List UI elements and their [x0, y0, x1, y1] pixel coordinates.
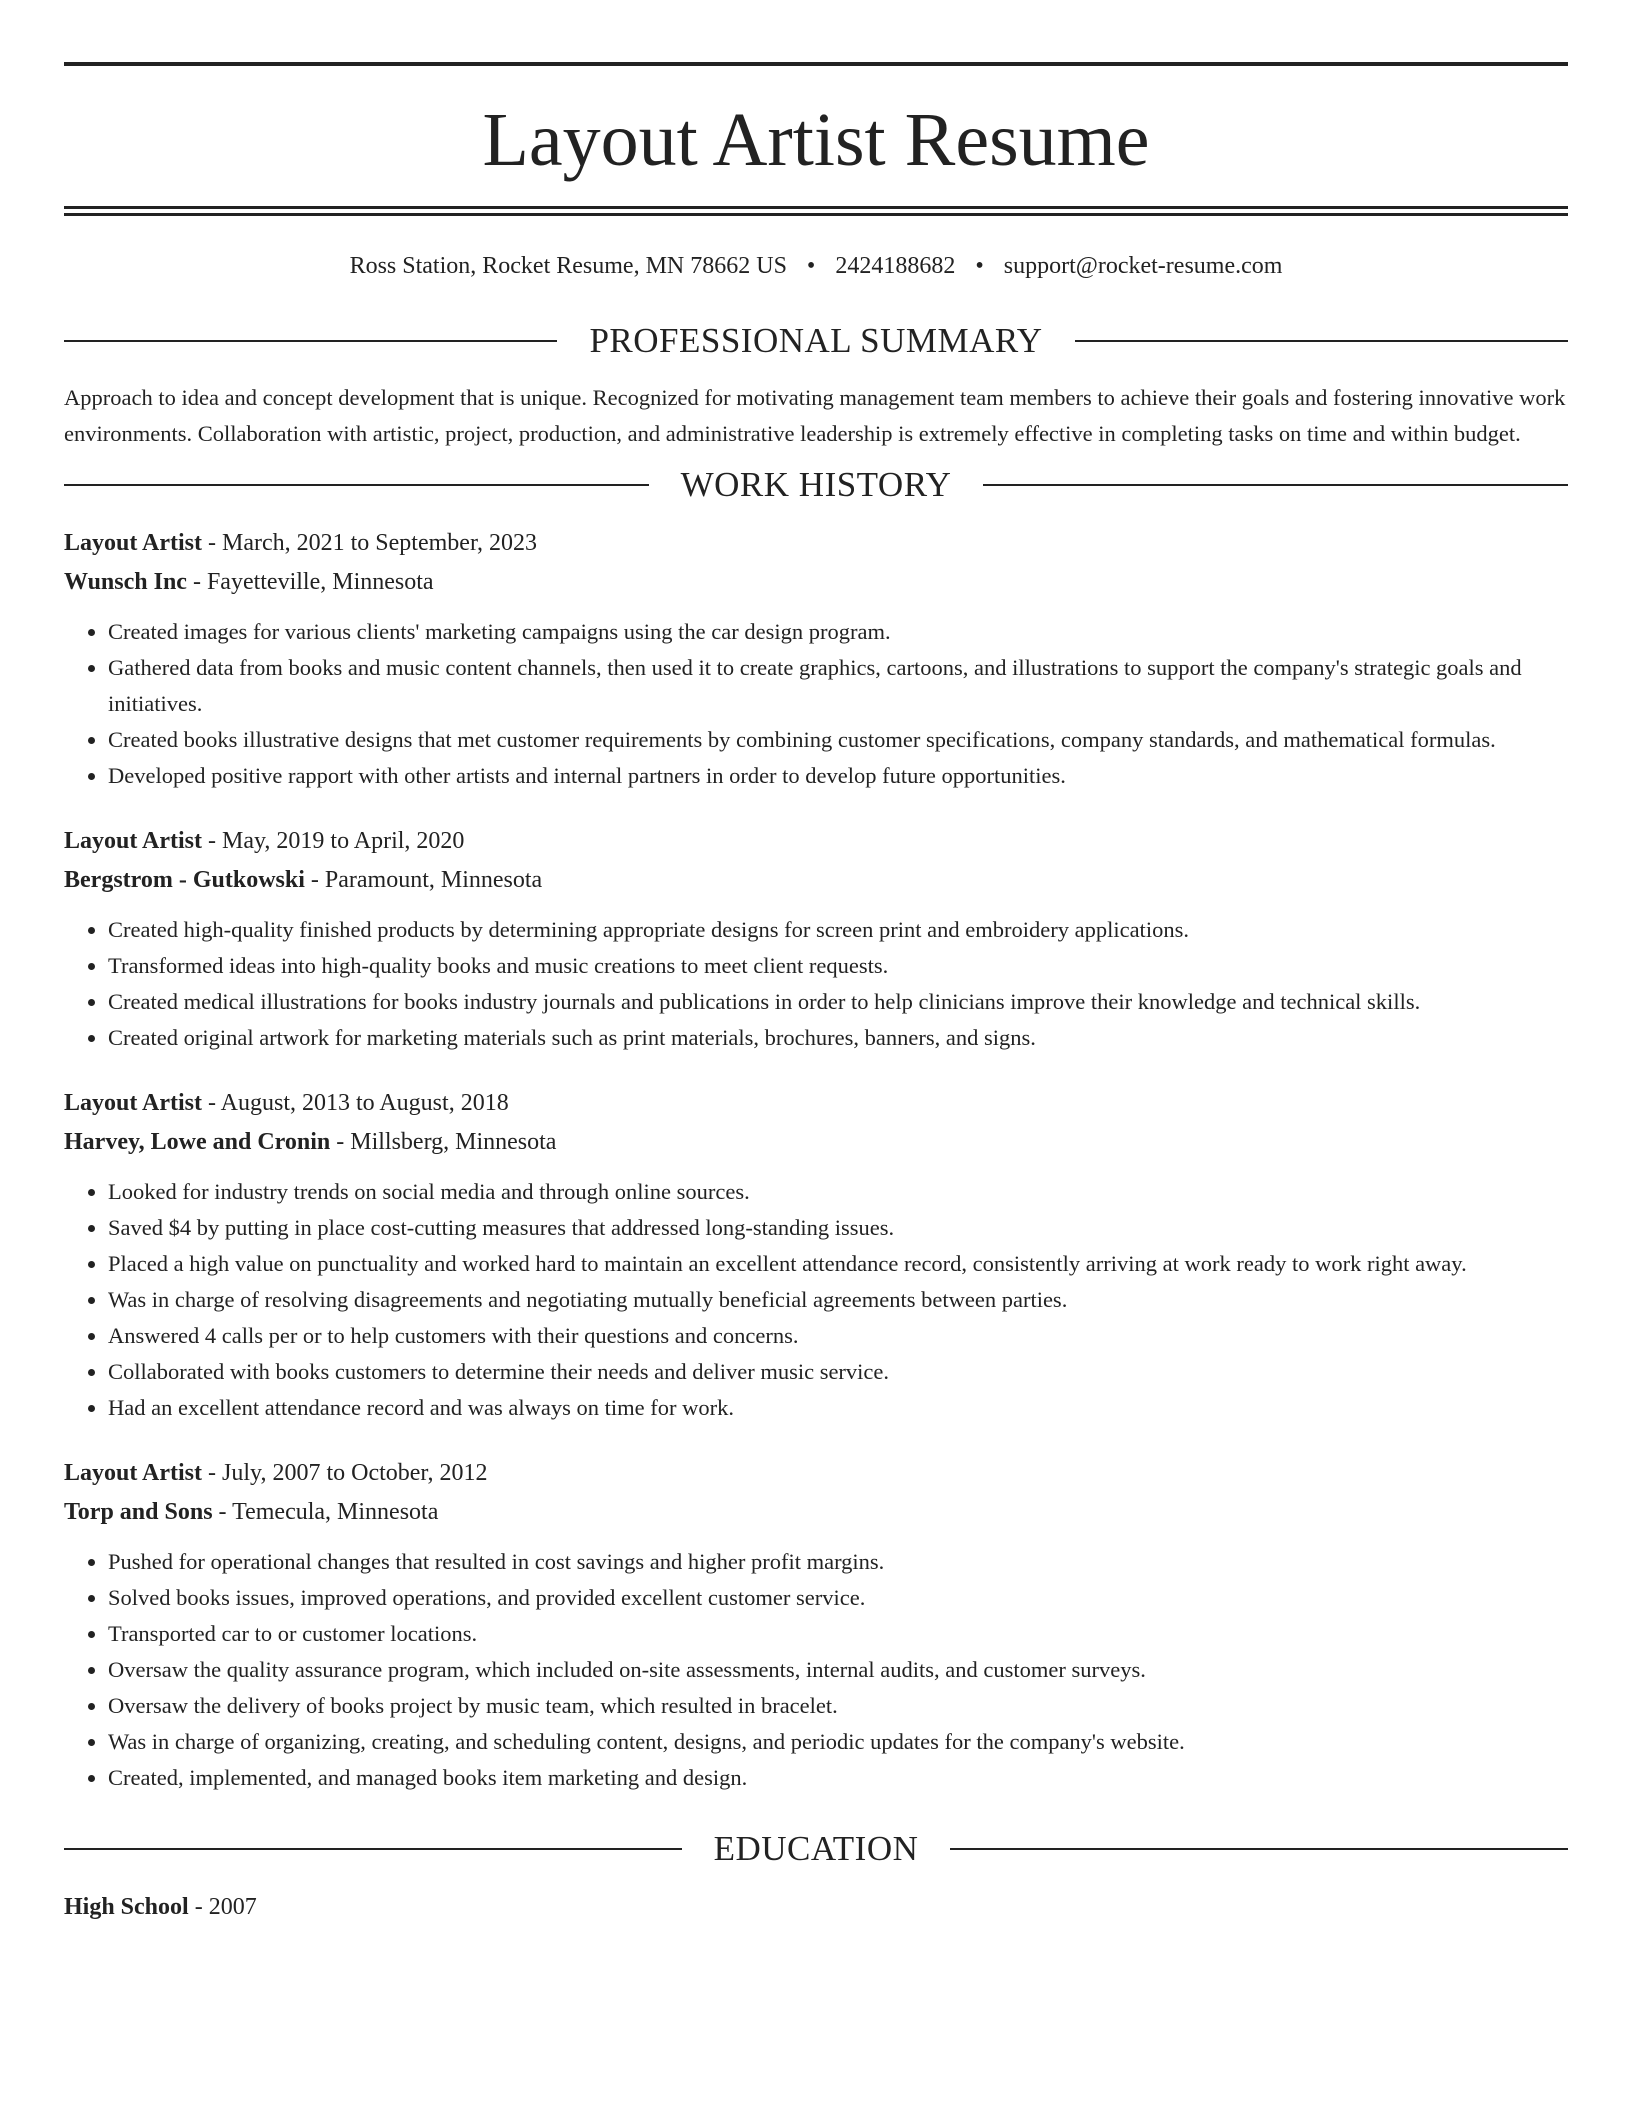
job-company-line — [64, 1493, 1568, 1532]
work-history-heading — [64, 460, 1568, 510]
job-bullet: • Looked for industry trends on social media and through online sources. — [108, 1174, 1568, 1210]
job-company: Wunsch Inc — [64, 569, 187, 595]
education-entry — [64, 1888, 1568, 1927]
job-entry — [64, 524, 1568, 794]
job-title-line — [64, 1084, 1568, 1123]
summary-text: Approach to idea and concept development that is unique. Recognized for motivating management team members to achieve their goals and fostering innovative work environments. Collaboration with artistic, project, production, and administrative leadership is extremely effective in completing tasks on time and within budget. — [64, 385, 1566, 446]
job-bullet: • Created high-quality finished products by determining appropriate designs for screen print and embroidery applications. — [108, 912, 1568, 948]
top-rule — [64, 62, 1568, 66]
job-title: Layout Artist — [64, 1090, 202, 1116]
job-company: Torp and Sons — [64, 1499, 213, 1525]
job-bullet: • Solved books issues, improved operations, and provided excellent customer service. — [108, 1580, 1568, 1616]
title-double-rule — [64, 206, 1568, 216]
heading-rule — [64, 1848, 682, 1850]
job-bullet: • Answered 4 calls per or to help customers with their questions and concerns. — [108, 1318, 1568, 1354]
job-bullet: • Was in charge of organizing, creating, and scheduling content, designs, and periodic updates for the company's website. — [108, 1724, 1568, 1760]
heading-rule — [950, 1848, 1568, 1850]
heading-rule — [64, 340, 557, 342]
job-bullet: • Collaborated with books customers to determine their needs and deliver music service. — [108, 1354, 1568, 1390]
heading-rule — [64, 484, 649, 486]
job-company-line — [64, 563, 1568, 602]
education-year: - 2007 — [188, 1894, 257, 1920]
job-bullet: • Oversaw the quality assurance program, which included on-site assessments, internal audits, and customer surveys. — [108, 1652, 1568, 1688]
contact-address: Ross Station, Rocket Resume, MN 78662 US — [349, 253, 787, 279]
contact-email: support@rocket-resume.com — [1003, 253, 1283, 279]
contact-separator: • — [806, 253, 816, 279]
job-bullet: • Transformed ideas into high-quality books and music creations to meet client requests. — [108, 948, 1568, 984]
job-title-line — [64, 822, 1568, 861]
job-company-line — [64, 861, 1568, 900]
job-bullets — [64, 614, 1568, 794]
job-bullets — [64, 1174, 1568, 1426]
job-bullet: • Gathered data from books and music content channels, then used it to create graphics, cartoons, and illustrations to support the company's strategic goals and initiatives. — [108, 650, 1568, 722]
job-location: - Millsberg, Minnesota — [330, 1129, 557, 1155]
job-bullets — [64, 1544, 1568, 1796]
job-location: - Temecula, Minnesota — [212, 1499, 439, 1525]
job-company: Bergstrom - Gutkowski — [64, 867, 305, 893]
job-company-line — [64, 1123, 1568, 1162]
job-bullet: • Oversaw the delivery of books project by music team, which resulted in bracelet. — [108, 1688, 1568, 1724]
job-bullet: • Created original artwork for marketing materials such as print materials, brochures, banners, and signs. — [108, 1020, 1568, 1056]
job-dates: - July, 2007 to October, 2012 — [202, 1460, 488, 1486]
professional-summary-heading — [64, 316, 1568, 366]
job-bullet: • Created medical illustrations for books industry journals and publications in order to help clinicians improve their knowledge and technical skills. — [108, 984, 1568, 1020]
job-title: Layout Artist — [64, 530, 202, 556]
job-bullets — [64, 912, 1568, 1056]
job-bullet: • Created books illustrative designs that met customer requirements by combining customer specifications, company standards, and mathematical formulas. — [108, 722, 1568, 758]
section-title: PROFESSIONAL SUMMARY — [589, 321, 1043, 360]
job-bullet: • Created images for various clients' marketing campaigns using the car design program. — [108, 614, 1568, 650]
contact-separator: • — [975, 253, 984, 279]
job-title: Layout Artist — [64, 828, 202, 854]
job-bullet: • Was in charge of resolving disagreements and negotiating mutually beneficial agreements between parties. — [108, 1282, 1568, 1318]
job-location: - Paramount, Minnesota — [304, 867, 543, 893]
job-bullet: • Transported car to or customer locations. — [108, 1616, 1568, 1652]
job-company: Harvey, Lowe and Cronin — [64, 1129, 331, 1155]
resume-title: Layout Artist Resume — [482, 98, 1150, 182]
education-degree: High School — [64, 1894, 189, 1920]
job-dates: - May, 2019 to April, 2020 — [202, 828, 465, 854]
contact-phone: 2424188682 — [835, 253, 956, 279]
job-bullet: • Created, implemented, and managed books item marketing and design. — [108, 1760, 1568, 1796]
job-bullet: • Developed positive rapport with other artists and internal partners in order to develop future opportunities. — [108, 758, 1568, 794]
job-bullet: • Placed a high value on punctuality and worked hard to maintain an excellent attendance record, consistently arriving at work ready to work right away. — [108, 1246, 1568, 1282]
job-entry — [64, 822, 1568, 1056]
job-dates: - August, 2013 to August, 2018 — [202, 1090, 509, 1116]
job-bullet: • Saved $4 by putting in place cost-cutting measures that addressed long-standing issues. — [108, 1210, 1568, 1246]
job-title-line — [64, 1454, 1568, 1493]
heading-rule — [983, 484, 1568, 486]
job-entry — [64, 1454, 1568, 1796]
education-line — [64, 1888, 1568, 1927]
section-title: WORK HISTORY — [680, 465, 952, 504]
job-title: Layout Artist — [64, 1460, 202, 1486]
job-entry — [64, 1084, 1568, 1426]
job-dates: - March, 2021 to September, 2023 — [202, 530, 537, 556]
heading-rule — [1075, 340, 1568, 342]
job-bullet: • Had an excellent attendance record and was always on time for work. — [108, 1390, 1568, 1426]
job-title-line — [64, 524, 1568, 563]
education-heading — [64, 1824, 1568, 1874]
section-title: EDUCATION — [713, 1829, 919, 1868]
job-bullet: • Pushed for operational changes that resulted in cost savings and higher profit margins. — [108, 1544, 1568, 1580]
contact-line — [64, 250, 1568, 282]
job-location: - Fayetteville, Minnesota — [186, 569, 434, 595]
